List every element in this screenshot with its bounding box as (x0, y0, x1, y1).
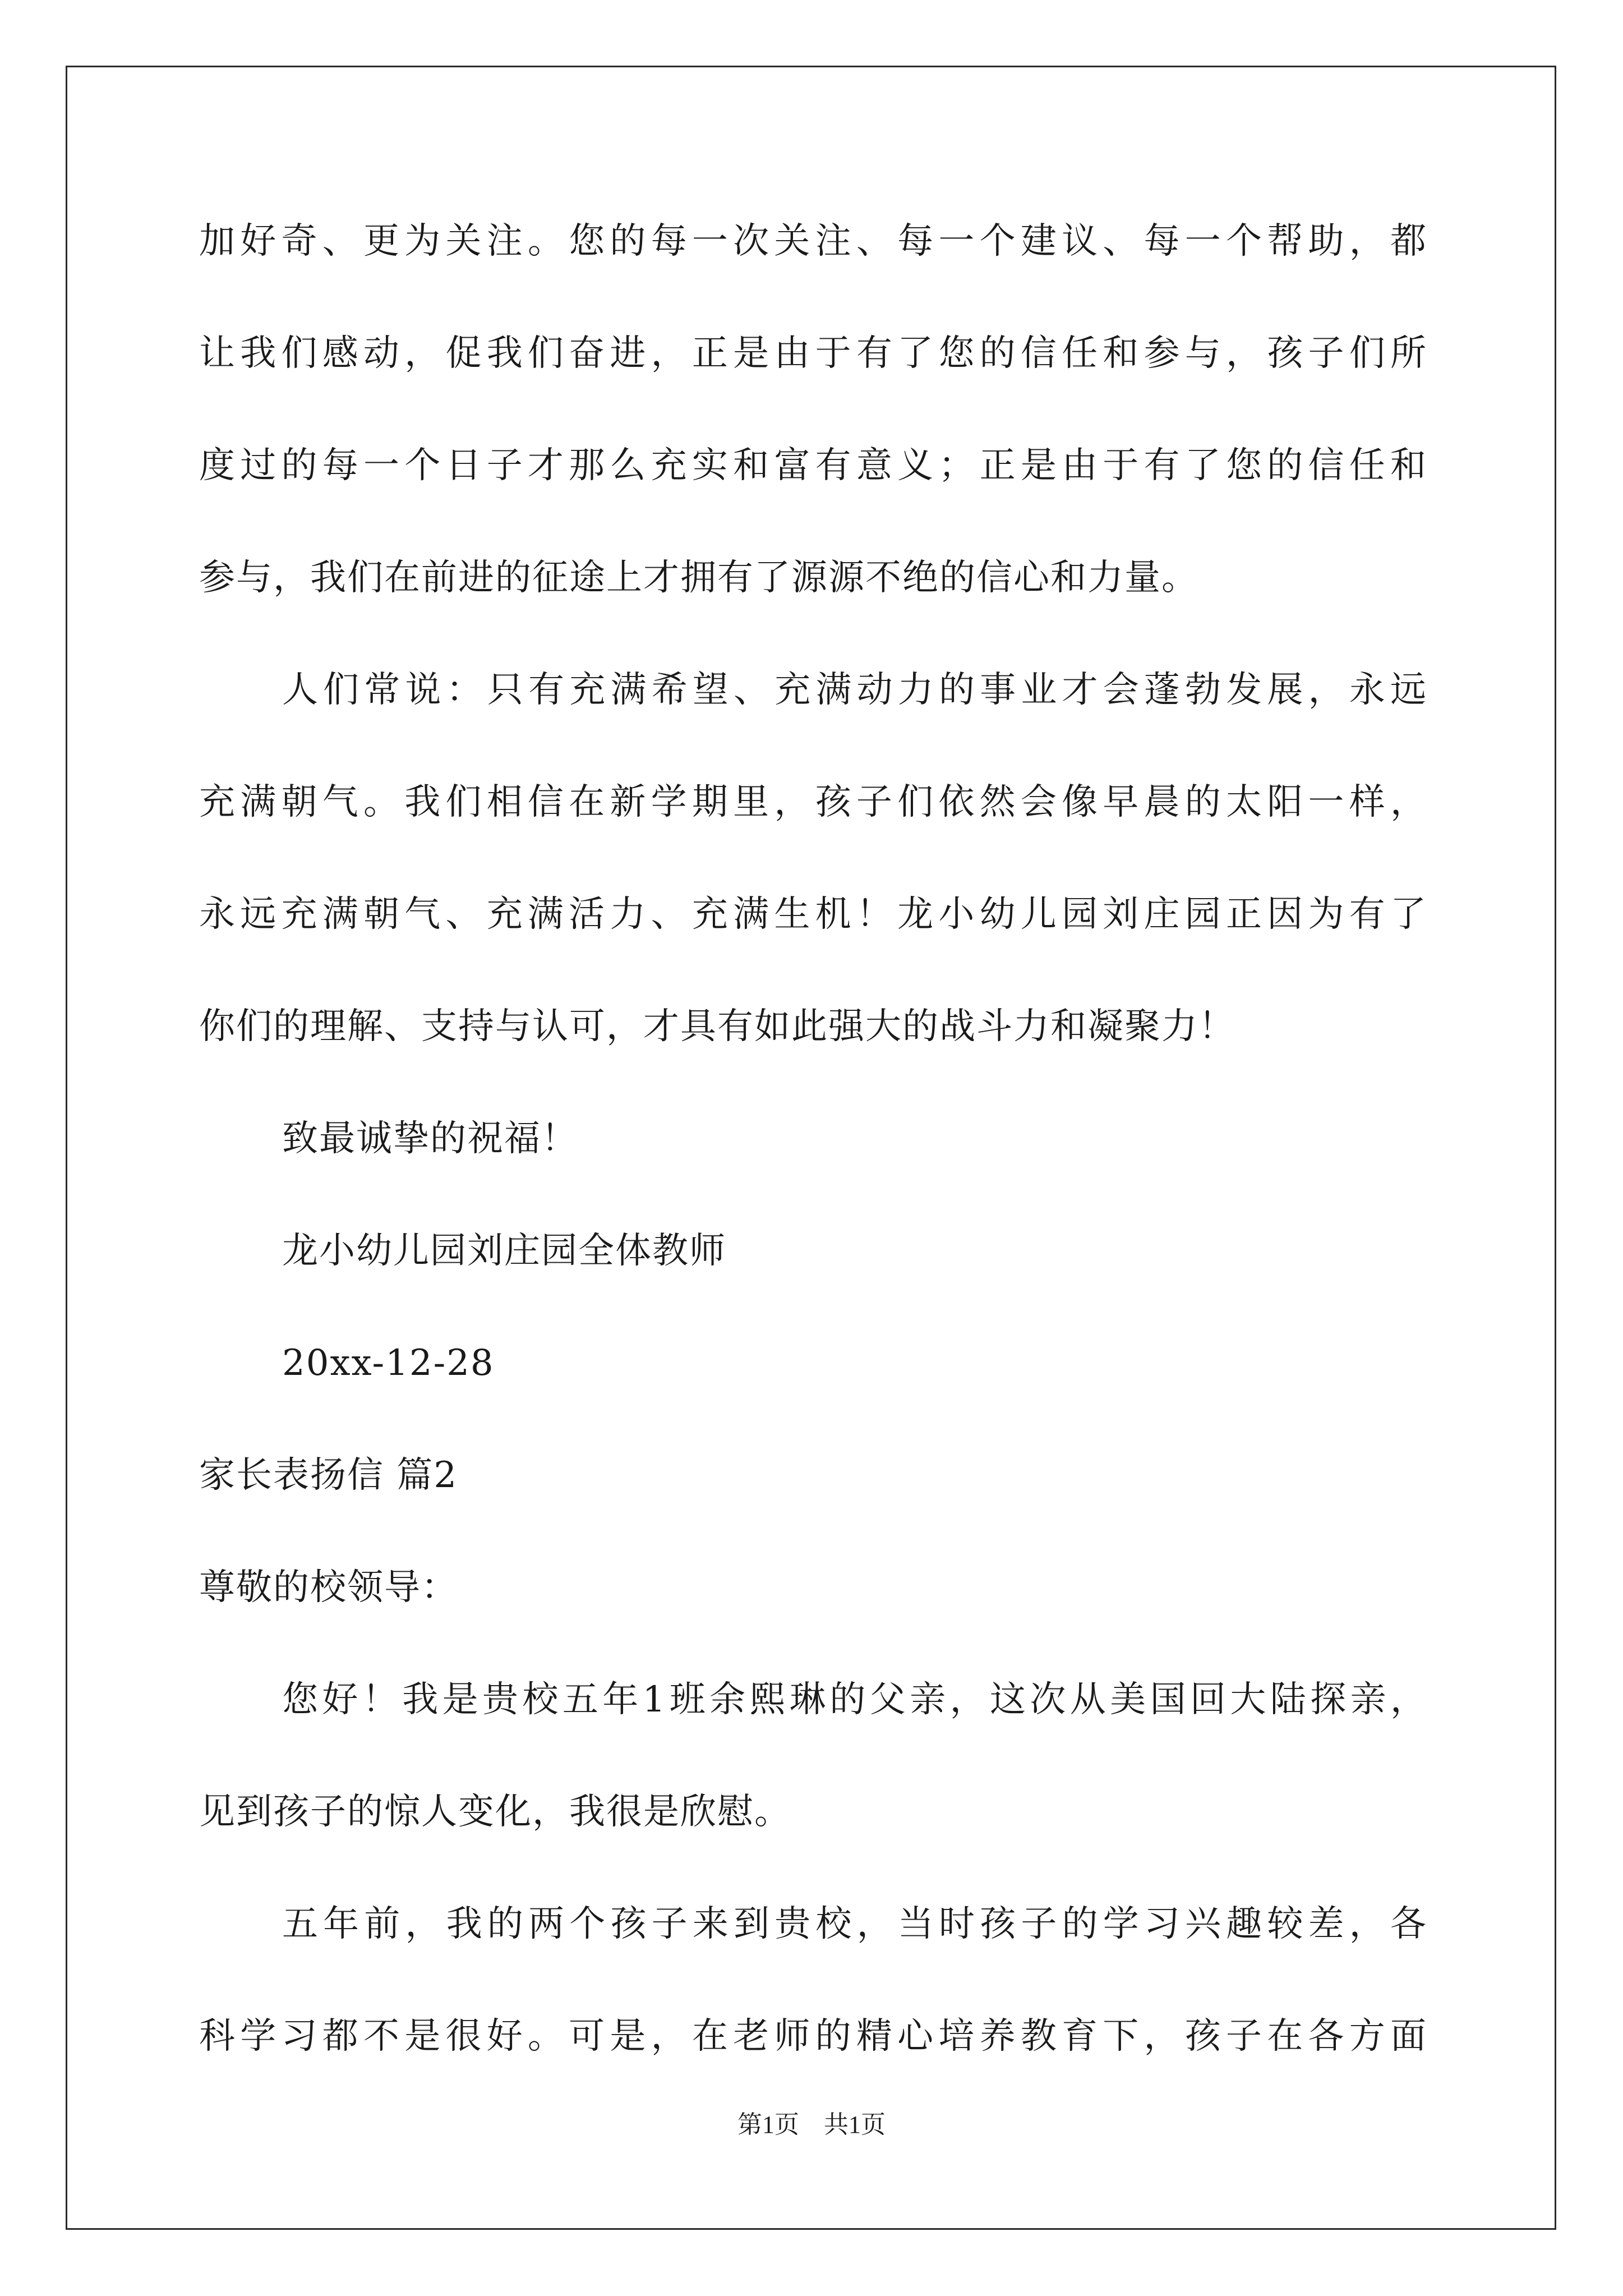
paragraph-start: 人们常说：只有充满希望、充满动力的事业才会蓬勃发展，永远 (282, 669, 1427, 711)
date: 20xx-12-28 (282, 1342, 495, 1384)
section-heading: 家长表扬信 篇2 (199, 1455, 458, 1496)
text-line: 见到孩子的惊人变化，我很是欣慰。 (199, 1791, 791, 1833)
text-line: 永远充满朝气、充满活力、充满生机！龙小幼儿园刘庄园正因为有了 (199, 894, 1427, 935)
page-number: 第1页 共1页 (737, 2111, 886, 2138)
text-line: 度过的每一个日子才那么充实和富有意义；正是由于有了您的信任和 (199, 445, 1427, 486)
closing-wish: 致最诚挚的祝福！ (282, 1118, 578, 1159)
text-line: 科学习都不是很好。可是，在老师的精心培养教育下，孩子在各方面 (199, 2016, 1427, 2057)
paragraph-start: 五年前，我的两个孩子来到贵校，当时孩子的学习兴趣较差，各 (282, 1903, 1427, 1945)
signature: 龙小幼儿园刘庄园全体教师 (282, 1230, 726, 1272)
paragraph-start: 您好！我是贵校五年1班余熙琳的父亲，这次从美国回大陆探亲， (282, 1679, 1427, 1720)
text-line: 加好奇、更为关注。您的每一次关注、每一个建议、每一个帮助，都 (199, 220, 1427, 262)
text-line: 让我们感动，促我们奋进，正是由于有了您的信任和参与，孩子们所 (199, 333, 1427, 374)
salutation: 尊敬的校领导： (199, 1567, 458, 1608)
text-line: 你们的理解、支持与认可，才具有如此强大的战斗力和凝聚力！ (199, 1006, 1235, 1047)
text-line: 参与，我们在前进的征途上才拥有了源源不绝的信心和力量。 (199, 557, 1198, 599)
text-line: 充满朝气。我们相信在新学期里，孩子们依然会像早晨的太阳一样， (199, 781, 1427, 823)
